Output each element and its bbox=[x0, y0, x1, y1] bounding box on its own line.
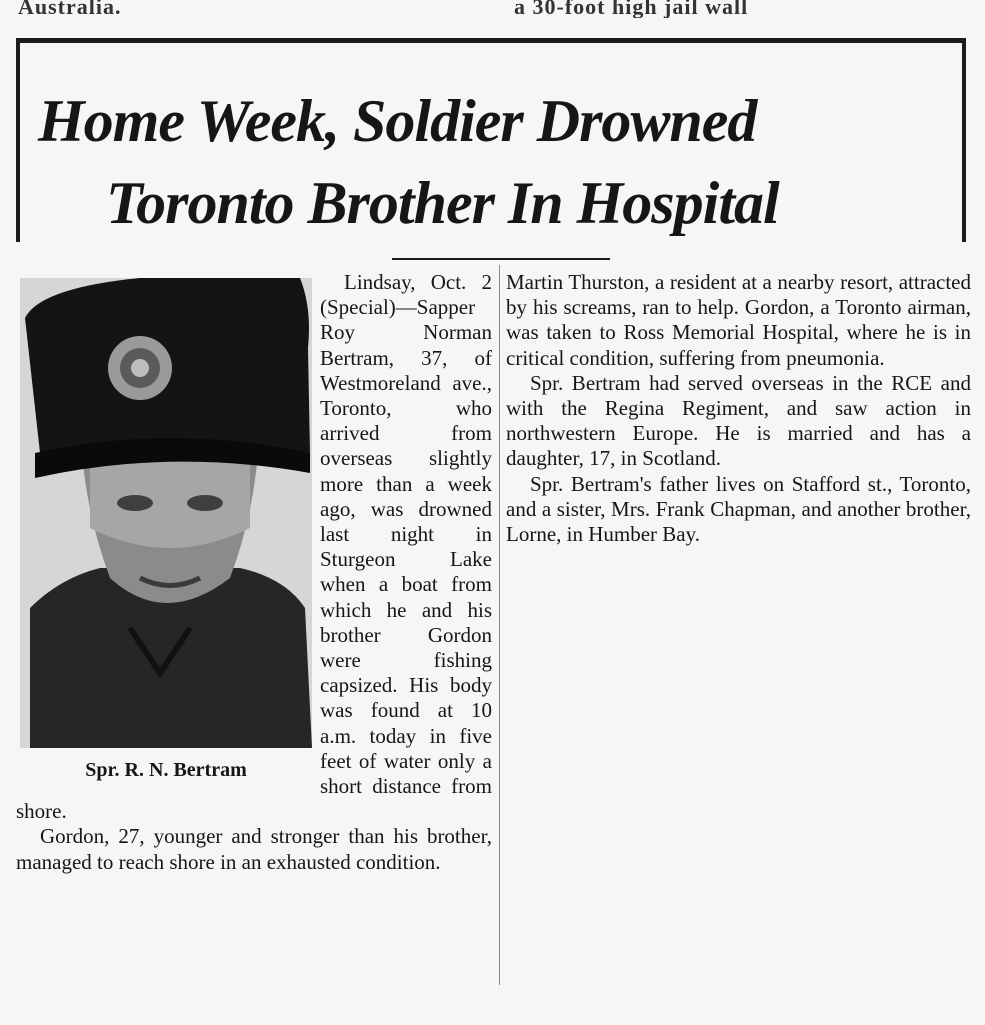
photo-caption: Spr. R. N. Bertram bbox=[85, 759, 247, 781]
soldier-photo bbox=[20, 278, 312, 748]
article-column-2 bbox=[506, 270, 971, 547]
clipped-text-right: a 30-foot high jail wall bbox=[514, 0, 749, 18]
soldier-portrait-image bbox=[20, 278, 312, 748]
clipped-previous-article-text bbox=[14, 0, 974, 18]
article-paragraph: Lindsay, Oct. 2 (Special)—Sapper Roy Norman Bertram, 37, of Westmoreland ave., Toronto, who arrived from overseas slightly more than a week ago, was drowned last night in Sturgeon Lake when a boat from which he and his brother Gordon were fishing capsized. His body was found at 10 a.m. today in five feet of water only a short distance from shore. bbox=[16, 270, 492, 824]
article-paragraph: Gordon, 27, younger and stronger than his brother, managed to reach shore in an exhausted condition. bbox=[16, 824, 492, 874]
headline-line-1: Home Week, Soldier Drowned bbox=[38, 88, 757, 154]
column-divider bbox=[499, 265, 500, 985]
headline-line-2: Toronto Brother In Hospital bbox=[106, 170, 779, 236]
clipped-text-left: Australia. bbox=[18, 0, 122, 18]
article-paragraph: Spr. Bertram had served overseas in the RCE and with the Regina Regiment, and saw action in northwestern Europe. He is married and has a daughter, 17, in Scotland. bbox=[506, 370, 971, 471]
headline-box bbox=[16, 38, 966, 242]
article-column-1 bbox=[16, 270, 492, 875]
headline-divider bbox=[392, 258, 610, 260]
article-paragraph: Martin Thurston, a resident at a nearby resort, attracted by his screams, ran to help. Gordon, a Toronto airman, was taken to Ross Memorial Hospital, where he is in critical condition, suffering from pneumonia. bbox=[506, 270, 971, 370]
article-paragraph: Spr. Bertram's father lives on Stafford st., Toronto, and a sister, Mrs. Frank Chapman, and another brother, Lorne, in Humber Bay. bbox=[506, 471, 971, 547]
